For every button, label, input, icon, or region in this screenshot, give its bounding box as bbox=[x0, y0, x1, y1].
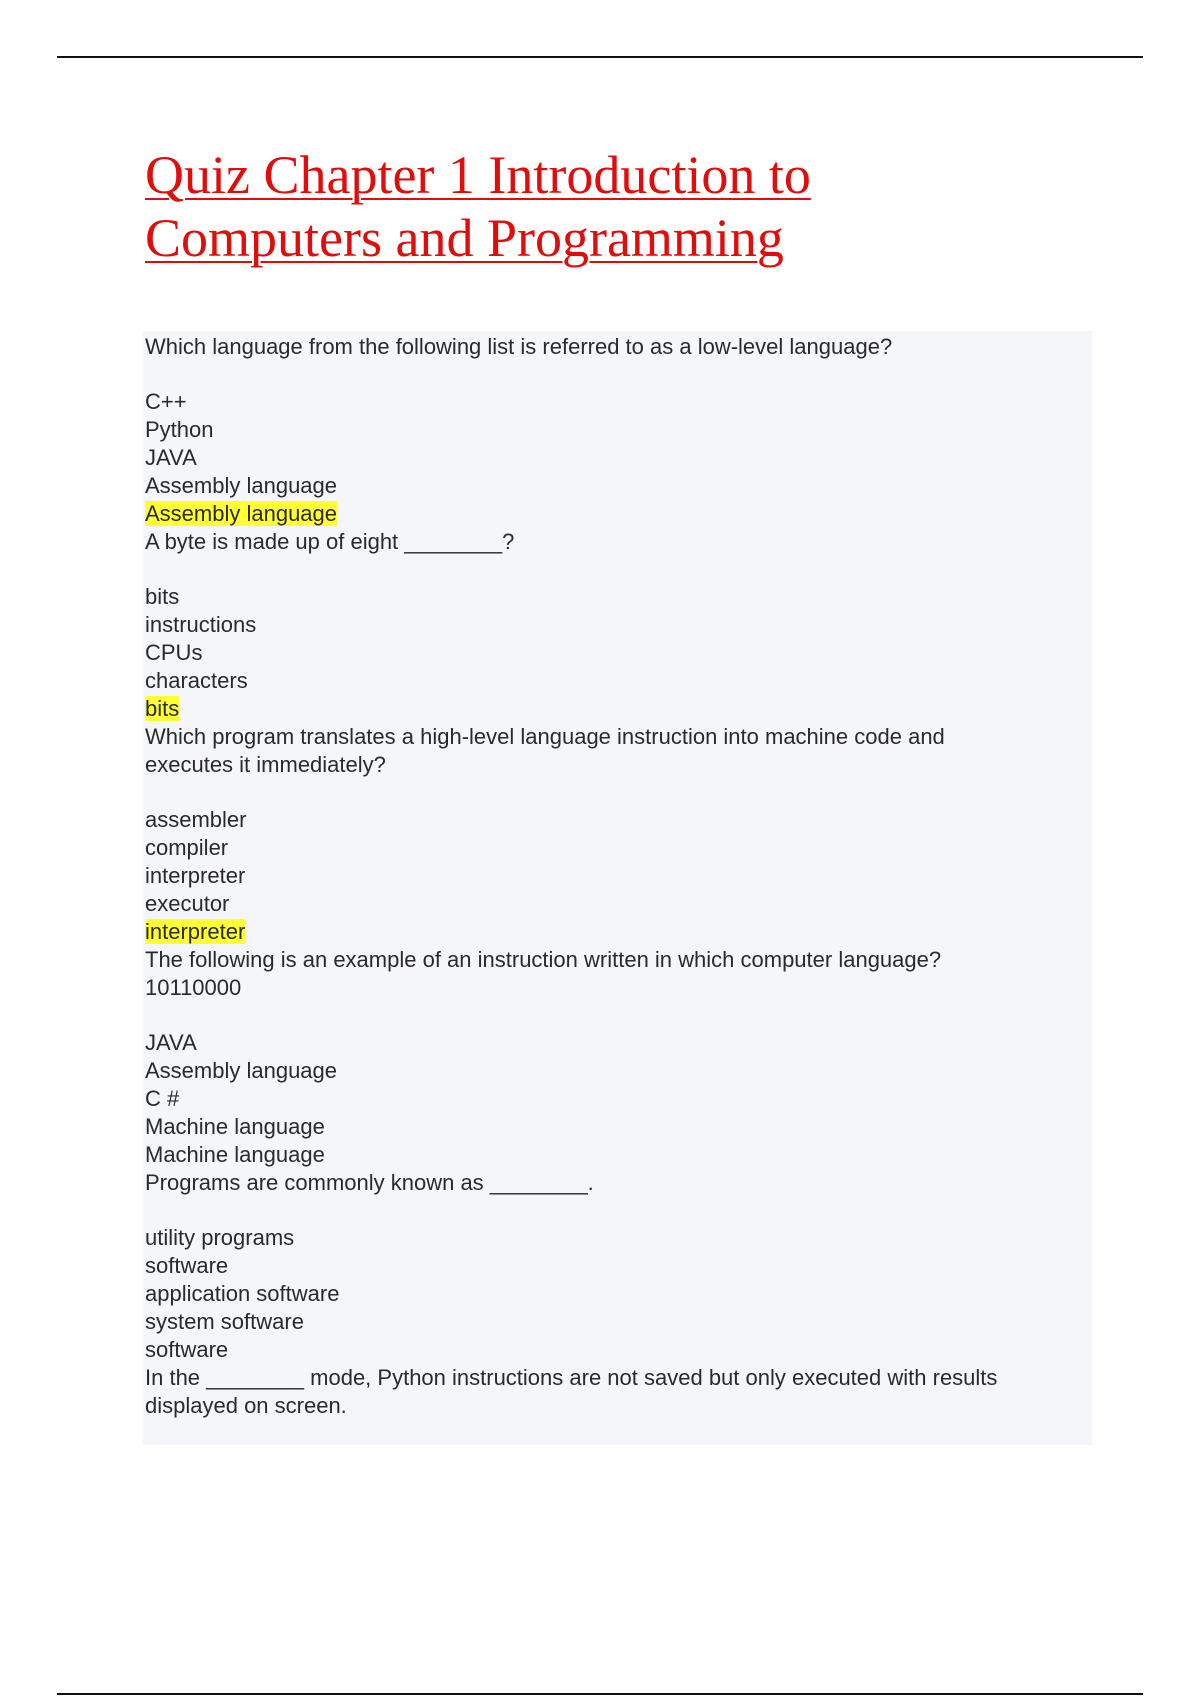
question-2 bbox=[145, 528, 1085, 723]
header-rule bbox=[57, 56, 1143, 58]
question-3-prompt-line-2: executes it immediately? bbox=[145, 752, 386, 777]
question-2-answer: bits bbox=[145, 696, 180, 721]
question-3 bbox=[145, 723, 1085, 946]
footer-rule bbox=[57, 1693, 1143, 1695]
question-1-option-3: JAVA bbox=[145, 445, 197, 470]
question-4-prompt-line-1: The following is an example of an instruction written in which computer language? bbox=[145, 947, 942, 972]
question-3-option-3: interpreter bbox=[145, 863, 246, 888]
question-1-option-1: C++ bbox=[145, 389, 187, 414]
question-3-prompt-line-1: Which program translates a high-level language instruction into machine code and bbox=[145, 724, 945, 749]
question-1-answer: Assembly language bbox=[145, 501, 338, 526]
question-5-option-4: system software bbox=[145, 1309, 304, 1334]
question-2-prompt: A byte is made up of eight ________? bbox=[145, 529, 515, 554]
question-5-answer: software bbox=[145, 1337, 229, 1362]
page-title: Quiz Chapter 1 Introduction to Computers and Programming bbox=[145, 145, 811, 268]
question-5-option-2: software bbox=[145, 1253, 229, 1278]
question-5 bbox=[145, 1169, 1085, 1364]
question-4 bbox=[145, 946, 1085, 1169]
question-1-option-4: Assembly language bbox=[145, 473, 338, 498]
question-4-option-1: JAVA bbox=[145, 1030, 197, 1055]
question-4-option-4: Machine language bbox=[145, 1114, 325, 1139]
question-3-option-4: executor bbox=[145, 891, 230, 916]
question-2-option-4: characters bbox=[145, 668, 248, 693]
question-6-prompt-line-1: In the ________ mode, Python instructions are not saved but only executed with results bbox=[145, 1365, 998, 1390]
question-6 bbox=[145, 1364, 1085, 1420]
question-4-answer: Machine language bbox=[145, 1142, 325, 1167]
question-4-prompt-line-2: 10110000 bbox=[145, 975, 242, 1000]
question-4-option-3: C # bbox=[145, 1086, 180, 1111]
question-3-answer: interpreter bbox=[145, 919, 246, 944]
question-2-option-3: CPUs bbox=[145, 640, 203, 665]
question-1-prompt: Which language from the following list is referred to as a low-level language? bbox=[145, 334, 893, 359]
question-2-option-2: instructions bbox=[145, 612, 257, 637]
question-3-option-2: compiler bbox=[145, 835, 229, 860]
question-5-option-1: utility programs bbox=[145, 1225, 295, 1250]
question-5-option-3: application software bbox=[145, 1281, 340, 1306]
question-4-option-2: Assembly language bbox=[145, 1058, 338, 1083]
question-6-prompt-line-2: displayed on screen. bbox=[145, 1393, 347, 1418]
question-2-option-1: bits bbox=[145, 584, 180, 609]
question-5-prompt: Programs are commonly known as ________. bbox=[145, 1170, 594, 1195]
question-1-option-2: Python bbox=[145, 417, 214, 442]
question-3-option-1: assembler bbox=[145, 807, 247, 832]
quiz-content bbox=[145, 333, 1085, 1420]
question-1 bbox=[145, 333, 1085, 528]
